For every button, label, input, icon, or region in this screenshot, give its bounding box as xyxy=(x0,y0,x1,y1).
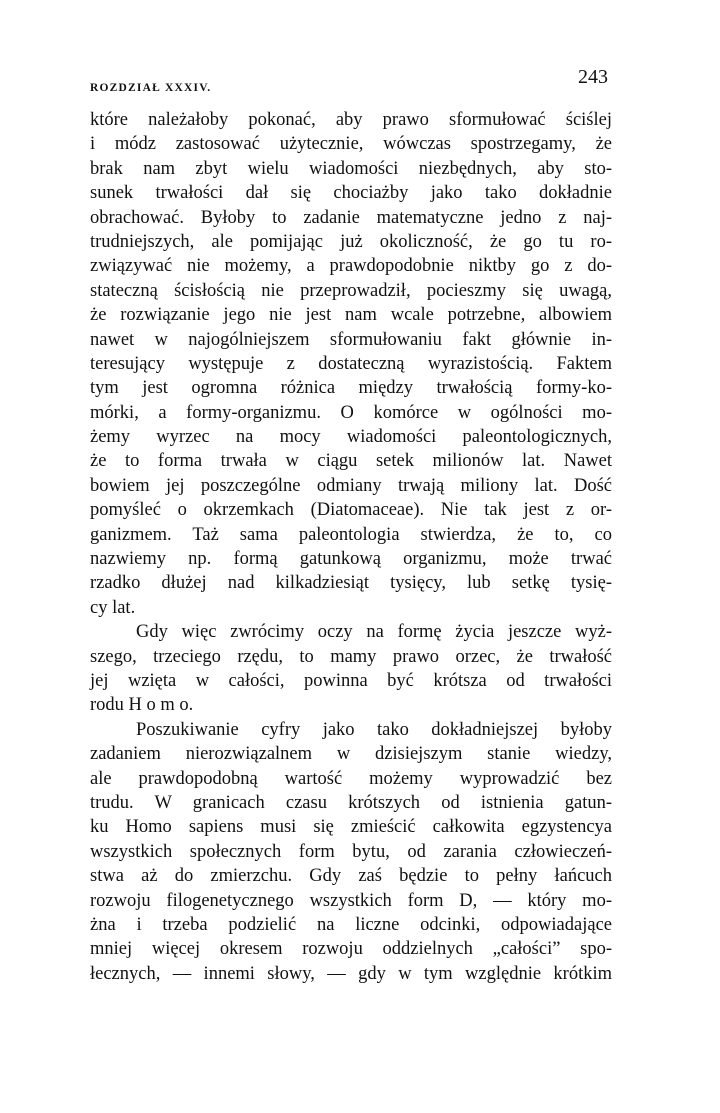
text-line: Poszukiwanie cyfry jako tako dokładniejszej byłoby xyxy=(136,719,612,740)
text-line: cy lat. xyxy=(90,597,136,618)
text-line: żna i trzeba podzielić na liczne odcinki, odpowiadające xyxy=(90,914,612,935)
text-line: mórki, a formy-organizmu. O komórce w ogólności mo- xyxy=(90,402,612,423)
text-line: rozwoju filogenetycznego wszystkich form D, — który mo- xyxy=(90,890,612,911)
text-line: trudu. W granicach czasu krótszych od istnienia gatun- xyxy=(90,792,612,813)
text-line: rodu H o m o. xyxy=(90,695,194,716)
text-line: ku Homo sapiens musi się zmieścić całkowita egzystencya xyxy=(90,817,612,838)
text-line: które należałoby pokonać, aby prawo sformułować ściślej xyxy=(90,110,612,130)
page-number: 243 xyxy=(578,66,608,88)
text-line: wszystkich społecznych form bytu, od zarania człowieczeń- xyxy=(90,841,612,862)
text-line: Gdy więc zwrócimy oczy na formę życia jeszcze wyż- xyxy=(136,622,612,643)
text-line: ale prawdopodobną wartość możemy wyprowadzić bez xyxy=(90,768,612,789)
text-line: sunek trwałości dał się chociażby jako tako dokładnie xyxy=(90,183,612,204)
text-line: stwa aż do zmierzchu. Gdy zaś będzie to pełny łańcuch xyxy=(90,866,612,887)
text-line: że rozwiązanie jego nie jest nam wcale potrzebne, albowiem xyxy=(90,305,612,326)
body-text xyxy=(90,108,612,986)
text-line: nawet w najogólniejszem sformułowaniu fakt głównie in- xyxy=(90,329,612,350)
text-line: obrachować. Byłoby to zadanie matematyczne jedno z naj- xyxy=(90,207,612,228)
text-line: bowiem jej poszczególne odmiany trwają miliony lat. Dość xyxy=(90,475,612,496)
text-line: mniej więcej okresem rozwoju oddzielnych „całości” spo- xyxy=(90,939,612,960)
text-line: łecznych, — innemi słowy, — gdy w tym względnie krótkim xyxy=(90,963,612,984)
text-line: trudniejszych, ale pomijając już okoliczność, że go tu ro- xyxy=(90,231,612,252)
text-line: związywać nie możemy, a prawdopodobnie niktby go z do- xyxy=(90,256,612,277)
text-line: i módz zastosować użytecznie, wówczas spostrzegamy, że xyxy=(90,134,612,155)
text-line: pomyśleć o okrzemkach (Diatomaceae). Nie tak jest z or- xyxy=(90,500,612,521)
text-line: teresujący występuje z dostateczną wyrazistością. Faktem xyxy=(90,353,612,374)
text-line: nazwiemy np. formą gatunkową organizmu, może trwać xyxy=(90,549,612,570)
text-line: brak nam zbyt wielu wiadomości niezbędnych, aby sto- xyxy=(90,158,612,179)
text-line: ganizmem. Taż sama paleontologia stwierdza, że to, co xyxy=(90,524,612,545)
text-line: jej wzięta w całości, powinna być krótsza od trwałości xyxy=(90,670,612,691)
text-line: zadaniem nierozwiązalnem w dzisiejszym stanie wiedzy, xyxy=(90,744,612,765)
text-line: żemy wyrzec na mocy wiadomości paleontologicznych, xyxy=(90,427,612,448)
running-head: ROZDZIAŁ XXXIV. xyxy=(90,82,212,94)
text-line: szego, trzeciego rzędu, to mamy prawo orzec, że trwałość xyxy=(90,646,612,667)
text-line: stateczną ścisłością nie przeprowadził, pocieszmy się uwagą, xyxy=(90,280,612,301)
text-line: tym jest ogromna różnica między trwałością formy-ko- xyxy=(90,378,612,399)
text-line: że to forma trwała w ciągu setek milionów lat. Nawet xyxy=(90,451,612,472)
text-line: rzadko dłużej nad kilkadziesiąt tysięcy, lub setkę tysię- xyxy=(90,573,612,594)
